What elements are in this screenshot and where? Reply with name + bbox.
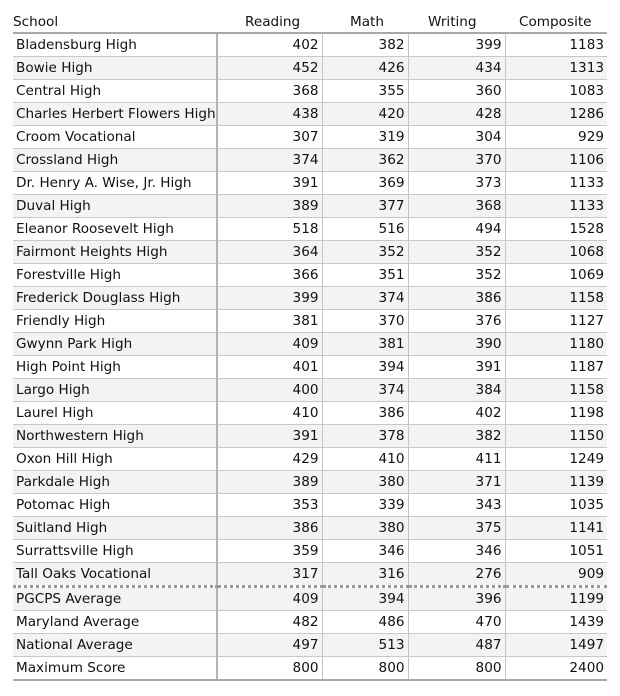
cell-school: Eleanor Roosevelt High [13, 218, 217, 241]
cell-composite: 1187 [505, 356, 607, 379]
cell-school: Forestville High [13, 264, 217, 287]
cell-math: 426 [322, 57, 408, 80]
table-row [13, 310, 607, 333]
cell-composite: 1286 [505, 103, 607, 126]
table-row [13, 195, 607, 218]
cell-reading: 366 [217, 264, 322, 287]
cell-math: 355 [322, 80, 408, 103]
cell-school: Croom Vocational [13, 126, 217, 149]
cell-school: Oxon Hill High [13, 448, 217, 471]
cell-school: Laurel High [13, 402, 217, 425]
cell-writing: 376 [408, 310, 505, 333]
cell-composite: 1180 [505, 333, 607, 356]
table-row [13, 356, 607, 379]
cell-reading: 389 [217, 471, 322, 494]
cell-composite: 2400 [505, 657, 607, 681]
table-row [13, 287, 607, 310]
table-row [13, 33, 607, 57]
cell-math: 339 [322, 494, 408, 517]
cell-math: 369 [322, 172, 408, 195]
cell-writing: 399 [408, 33, 505, 57]
cell-school: Largo High [13, 379, 217, 402]
cell-school: PGCPS Average [13, 587, 217, 611]
cell-school: National Average [13, 634, 217, 657]
header-row [13, 6, 607, 33]
cell-composite: 1068 [505, 241, 607, 264]
school-rows [13, 33, 607, 587]
cell-composite: 1183 [505, 33, 607, 57]
cell-writing: 382 [408, 425, 505, 448]
cell-composite: 929 [505, 126, 607, 149]
cell-writing: 276 [408, 563, 505, 587]
table-header [13, 6, 607, 33]
cell-reading: 438 [217, 103, 322, 126]
cell-writing: 396 [408, 587, 505, 611]
cell-writing: 494 [408, 218, 505, 241]
table-row [13, 57, 607, 80]
cell-school: Bowie High [13, 57, 217, 80]
cell-reading: 364 [217, 241, 322, 264]
summary-row [13, 587, 607, 611]
cell-math: 516 [322, 218, 408, 241]
cell-reading: 409 [217, 587, 322, 611]
cell-math: 382 [322, 33, 408, 57]
table-row [13, 172, 607, 195]
cell-writing: 434 [408, 57, 505, 80]
cell-composite: 1133 [505, 172, 607, 195]
table-row [13, 80, 607, 103]
cell-reading: 410 [217, 402, 322, 425]
cell-math: 800 [322, 657, 408, 681]
cell-school: Central High [13, 80, 217, 103]
header-reading: Reading [217, 6, 322, 33]
cell-composite: 1150 [505, 425, 607, 448]
cell-school: Maryland Average [13, 611, 217, 634]
cell-school: Maximum Score [13, 657, 217, 681]
header-math: Math [322, 6, 408, 33]
table-row [13, 218, 607, 241]
cell-math: 316 [322, 563, 408, 587]
cell-composite: 1249 [505, 448, 607, 471]
cell-math: 380 [322, 517, 408, 540]
header-composite: Composite [505, 6, 607, 33]
cell-reading: 497 [217, 634, 322, 657]
cell-writing: 346 [408, 540, 505, 563]
cell-math: 370 [322, 310, 408, 333]
cell-school: Northwestern High [13, 425, 217, 448]
header-school: School [13, 6, 217, 33]
cell-school: Surrattsville High [13, 540, 217, 563]
cell-composite: 1528 [505, 218, 607, 241]
cell-math: 346 [322, 540, 408, 563]
cell-composite: 1083 [505, 80, 607, 103]
cell-reading: 452 [217, 57, 322, 80]
cell-school: Gwynn Park High [13, 333, 217, 356]
cell-writing: 373 [408, 172, 505, 195]
header-writing: Writing [408, 6, 505, 33]
cell-writing: 428 [408, 103, 505, 126]
cell-writing: 368 [408, 195, 505, 218]
table-row [13, 425, 607, 448]
table-row [13, 264, 607, 287]
cell-reading: 307 [217, 126, 322, 149]
cell-writing: 402 [408, 402, 505, 425]
table-row [13, 448, 607, 471]
cell-writing: 390 [408, 333, 505, 356]
table-row [13, 149, 607, 172]
cell-writing: 352 [408, 264, 505, 287]
cell-reading: 374 [217, 149, 322, 172]
cell-composite: 1199 [505, 587, 607, 611]
cell-composite: 1106 [505, 149, 607, 172]
cell-writing: 391 [408, 356, 505, 379]
cell-math: 319 [322, 126, 408, 149]
cell-math: 394 [322, 587, 408, 611]
cell-school: Parkdale High [13, 471, 217, 494]
cell-writing: 360 [408, 80, 505, 103]
table-row [13, 517, 607, 540]
cell-school: Duval High [13, 195, 217, 218]
cell-writing: 371 [408, 471, 505, 494]
cell-writing: 386 [408, 287, 505, 310]
table-row [13, 379, 607, 402]
cell-school: Dr. Henry A. Wise, Jr. High [13, 172, 217, 195]
cell-composite: 1198 [505, 402, 607, 425]
cell-math: 377 [322, 195, 408, 218]
cell-composite: 1158 [505, 287, 607, 310]
cell-school: Frederick Douglass High [13, 287, 217, 310]
cell-math: 374 [322, 379, 408, 402]
cell-reading: 391 [217, 172, 322, 195]
cell-reading: 399 [217, 287, 322, 310]
cell-school: Suitland High [13, 517, 217, 540]
table-row [13, 494, 607, 517]
cell-math: 381 [322, 333, 408, 356]
cell-math: 380 [322, 471, 408, 494]
table-row [13, 333, 607, 356]
cell-reading: 389 [217, 195, 322, 218]
cell-writing: 352 [408, 241, 505, 264]
cell-school: Crossland High [13, 149, 217, 172]
cell-math: 386 [322, 402, 408, 425]
cell-reading: 482 [217, 611, 322, 634]
cell-reading: 518 [217, 218, 322, 241]
cell-math: 420 [322, 103, 408, 126]
cell-writing: 304 [408, 126, 505, 149]
summary-row [13, 634, 607, 657]
cell-composite: 1139 [505, 471, 607, 494]
cell-writing: 375 [408, 517, 505, 540]
cell-reading: 400 [217, 379, 322, 402]
cell-reading: 402 [217, 33, 322, 57]
cell-writing: 800 [408, 657, 505, 681]
sat-scores-table [13, 6, 607, 681]
cell-school: Tall Oaks Vocational [13, 563, 217, 587]
cell-school: Charles Herbert Flowers High [13, 103, 217, 126]
cell-math: 362 [322, 149, 408, 172]
cell-reading: 381 [217, 310, 322, 333]
cell-school: Bladensburg High [13, 33, 217, 57]
cell-writing: 370 [408, 149, 505, 172]
cell-reading: 317 [217, 563, 322, 587]
cell-math: 351 [322, 264, 408, 287]
table-row [13, 103, 607, 126]
cell-school: High Point High [13, 356, 217, 379]
cell-composite: 1497 [505, 634, 607, 657]
cell-composite: 1141 [505, 517, 607, 540]
cell-writing: 470 [408, 611, 505, 634]
summary-row [13, 657, 607, 681]
summary-row [13, 611, 607, 634]
cell-writing: 384 [408, 379, 505, 402]
cell-math: 513 [322, 634, 408, 657]
cell-composite: 1035 [505, 494, 607, 517]
cell-school: Friendly High [13, 310, 217, 333]
cell-math: 378 [322, 425, 408, 448]
table-row [13, 241, 607, 264]
table-row [13, 563, 607, 587]
cell-math: 486 [322, 611, 408, 634]
cell-composite: 1127 [505, 310, 607, 333]
cell-reading: 368 [217, 80, 322, 103]
cell-composite: 1158 [505, 379, 607, 402]
cell-math: 410 [322, 448, 408, 471]
cell-writing: 487 [408, 634, 505, 657]
cell-composite: 1439 [505, 611, 607, 634]
cell-composite: 1069 [505, 264, 607, 287]
cell-math: 352 [322, 241, 408, 264]
cell-composite: 909 [505, 563, 607, 587]
cell-reading: 429 [217, 448, 322, 471]
cell-reading: 353 [217, 494, 322, 517]
cell-school: Fairmont Heights High [13, 241, 217, 264]
cell-composite: 1051 [505, 540, 607, 563]
cell-writing: 343 [408, 494, 505, 517]
cell-math: 374 [322, 287, 408, 310]
table-row [13, 402, 607, 425]
table-row [13, 540, 607, 563]
cell-reading: 359 [217, 540, 322, 563]
cell-composite: 1133 [505, 195, 607, 218]
cell-reading: 800 [217, 657, 322, 681]
cell-reading: 401 [217, 356, 322, 379]
summary-rows [13, 587, 607, 681]
cell-reading: 409 [217, 333, 322, 356]
table-row [13, 471, 607, 494]
cell-reading: 391 [217, 425, 322, 448]
cell-school: Potomac High [13, 494, 217, 517]
cell-math: 394 [322, 356, 408, 379]
cell-composite: 1313 [505, 57, 607, 80]
cell-writing: 411 [408, 448, 505, 471]
cell-reading: 386 [217, 517, 322, 540]
table-row [13, 126, 607, 149]
